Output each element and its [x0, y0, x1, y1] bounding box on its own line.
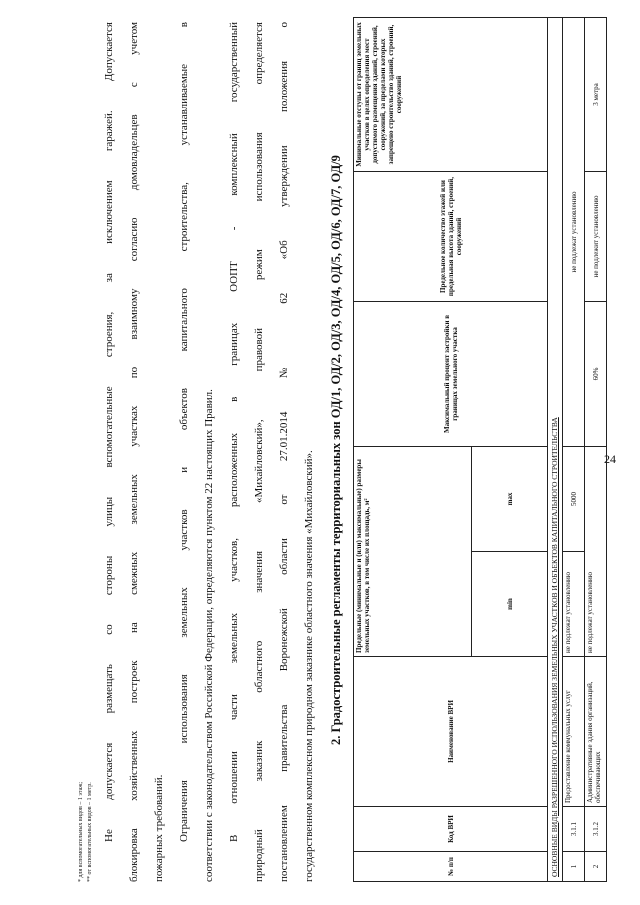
paragraph-line: природный заказник областного значения «Михайловский», правовой режим использования определяется [253, 22, 265, 882]
section-row [548, 18, 563, 882]
rotated-page-content [77, 18, 602, 882]
cell-num: 1 [563, 852, 585, 882]
header-name: Наименование ВРИ [354, 657, 548, 807]
cell-setback: 3 метра [585, 18, 607, 172]
header-area: Предельные (минимальные и (или) максимальные) размеры земельных участков, в том числе их площадь, м² [354, 447, 472, 657]
section-heading: 2. Градостроительные регламенты территориальных зон ОД/1, ОД/2, ОД/3, ОД/4, ОД/5, ОД/6, ОД/7, ОД/9 [329, 155, 343, 745]
paragraph-line: пожарных требований. [153, 774, 165, 882]
table-row [563, 18, 585, 882]
paragraph-line: блокировка хозяйственных построек на смежных земельных участках по взаимному согласию домовладельцев с учетом [128, 22, 140, 882]
cell-min: не подлежат установлению [563, 552, 585, 657]
cell-percent: 60% [585, 302, 607, 447]
paragraph-line: соответствии с законодательством Российской Федерации, определяются пунктом 22 настоящих Правил. [203, 389, 215, 882]
header-floors: Предельное количество этажей или предельная высота зданий, строений, сооружений [354, 172, 548, 302]
cell-code: 3.1.2 [585, 807, 607, 852]
header-percent: Максимальный процент застройки в границах земельного участка [354, 302, 548, 447]
cell-max: 5000 [563, 447, 585, 552]
paragraph-line: постановлением правительства Воронежской области от 27.01.2014 № 62 «Об утверждении положения о [278, 22, 290, 882]
cell-minmax: не подлежат установлению [585, 447, 607, 657]
section-title: ОСНОВНЫЕ ВИДЫ РАЗРЕШЕННОГО ИСПОЛЬЗОВАНИЯ ЗЕМЕЛЬНЫХ УЧАСТКОВ И ОБЪЕКТОВ КАПИТАЛЬНОГО СТРОИТЕЛЬСТВА [550, 417, 559, 877]
cell-code: 3.1.1 [563, 807, 585, 852]
header-num: № п/п [354, 852, 548, 882]
paragraph-line: Ограничения использования земельных участков и объектов капитального строительства, устанавливаемые в [178, 22, 190, 842]
header-code: Код ВРИ [354, 807, 548, 852]
cell-name: Административные здания организаций, обеспечивающих [585, 657, 607, 807]
footnote: ** от вспомогательных видов – 1 метр. [87, 782, 93, 882]
cell-merged: не подлежат установлению [563, 18, 585, 447]
cell-num: 2 [585, 852, 607, 882]
paragraph-line: В отношении части земельных участков, расположенных в границах ООПТ - комплексный государственный [228, 22, 240, 842]
page-number: 24 [604, 452, 616, 466]
header-min: min [472, 552, 548, 657]
regulations-table [353, 17, 607, 882]
header-max: max [472, 447, 548, 552]
header-setback: Минимальные отступы от границ земельных участков в целях определения мест допустимого размещения зданий, строений, сооружений, за пределами которых запрещено строительство зданий, строений, сооружений [354, 18, 548, 172]
table-row [585, 18, 607, 882]
paragraph-line: Не допускается размещать со стороны улицы вспомогательные строения, за исключением гаражей. Допускается [103, 22, 115, 842]
cell-name: Предоставление коммунальных услуг [563, 657, 585, 807]
footnote: * для вспомогательных видов – 1 этаж; [78, 781, 84, 882]
paragraph-line: государственном комплексном природном заказнике областного значения «Михайловский». [303, 450, 315, 882]
cell-floors: не подлежит установлению [585, 172, 607, 302]
